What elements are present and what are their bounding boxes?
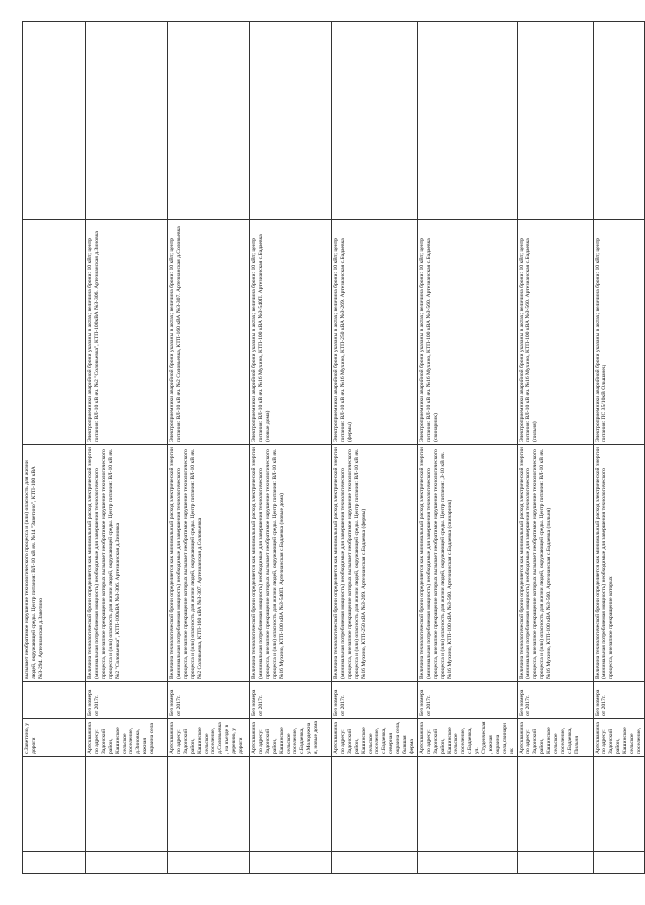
empty-cell xyxy=(168,22,250,220)
description-cell: Величина технологической брони определяется как минимальный расход электрической энергии (минимальная потребляемая мощность) необходимые для завершения технологического процесса, внезапное прекращение которых вызывает необратимое нарушение технологического процесса и (или) опасность для жизни людей, окружающей среды. Центр питания: ВЛ-10 кВ яч. №16 Мухино, КТП-100 кВА №З-540П. Артезианская с.Бадаевка (новые дома) xyxy=(250,445,332,682)
empty-cell xyxy=(593,22,644,220)
location-cell: Артскважина по адресу: Задонский район, Кашинское сельское поселение, с.Бадаевка, у.Молодежная, новые дома xyxy=(250,719,332,757)
reserve-cell: Электроприемники аварийной брони указаны в актах; величина брони: 10 кВт; центр питания: ВЛ-10 кВ яч. №16 Мухино, КТП-250 кВА №З-269. Артезианская с.Бадаевка (фермы) xyxy=(332,220,418,445)
number-cell xyxy=(23,682,86,719)
location-cell: Артскважина по адресу: Задонский район, Кашинское сельское поселение, с.Бадаевка, ул. Студенческая, южная окраина села,свинарник xyxy=(417,719,517,757)
description-cell: Величина технологической брони определяется как минимальный расход электрической энергии (минимальная потребляемая мощность) необходимые для завершения технологического процесса, внезапное прекращение которых вызывает необратимое нарушение технологического процесса и (или) опасность для жизни людей, окружающей среды. Центр питания: ВЛ-10 кВ яч. №2 "Соловьевка", КТП-100кВА №З-306. Артезианская д.Зиновка xyxy=(86,445,168,682)
table-row xyxy=(417,22,517,874)
description-cell: Величина технологической брони определяется как минимальный расход электрической энергии (минимальная потребляемая мощность) необходимые для завершения технологического процесса, внезапное прекращение которых вызывает необратимое нарушение технологического процесса и (или) опасность для жизни людей, окружающей среды. Центр питания: ВЛ-10 кВ яч. №2 Соловьевка, КТП-160 кВА №З-307. Артезианская д.Соловьевка xyxy=(168,445,250,682)
empty-cell xyxy=(23,22,86,220)
reserve-cell: Электроприемники аварийной брони указаны в актах; величина брони: 10 кВт; центр питания: ВЛ-10 кВ яч. №16 Мухино, КТП-100 кВА №З-540П. Артезианская с.Бадаевка (новые дома) xyxy=(250,220,332,445)
empty-cell xyxy=(250,22,332,220)
empty-cell xyxy=(417,757,517,852)
description-cell: вызывает необратимое нарушение технологического процесса и (или) опасность для жизни людей, окружающей среды. Центр питания: ВЛ-10 кВ яч. №14 "Заветино", КТП-100 кВА №З-294. Артезианская д.Заветино xyxy=(23,445,86,682)
number-cell: Без номера от 2017г. xyxy=(168,682,250,719)
reserve-cell: Электроприемники аварийной брони указаны в актах; величина брони: 10 кВт; центр питания: ПС 35/10кВ Ольшанец xyxy=(593,220,644,445)
number-cell: Без номера от 2017г. xyxy=(250,682,332,719)
number-cell: Без номера от 2017г. xyxy=(593,682,644,719)
table-row xyxy=(517,22,593,874)
table-row xyxy=(250,22,332,874)
empty-cell xyxy=(417,852,517,874)
table-row xyxy=(23,22,86,874)
number-cell: Без номера от 2017г. xyxy=(86,682,168,719)
reserve-cell xyxy=(23,220,86,445)
table-row xyxy=(86,22,168,874)
empty-cell xyxy=(517,22,593,220)
reserve-cell: Электроприемники аварийной брони указаны в актах; величина брони: 10 кВт; центр питания: ВЛ-10 кВ яч. №2 Соловьевка, КТП-160 кВА №З-307. Артезианская д.Соловьевка xyxy=(168,220,250,445)
empty-cell xyxy=(250,757,332,852)
empty-cell xyxy=(250,852,332,874)
empty-cell xyxy=(86,22,168,220)
location-cell: Артскважина по адресу: Задонский район, Кашинское сельское поселение, с.Бадаевка, северная окраина села, бывшая ферма xyxy=(332,719,418,757)
description-cell: Величина технологической брони определяется как минимальный расход электрической энергии (минимальная потребляемая мощность) необходимые для завершения технологического процесса, внезапное прекращение которых вызывает необратимое нарушение технологического процесса и (или) опасность для жизни людей, окружающей среды. Центр питания: ВЛ-10 кВ яч. №16 Мухино, КТП-100 кВА №З-560. Артезианская с.Бадаевка (пильня) xyxy=(517,445,593,682)
table-row xyxy=(593,22,644,874)
empty-cell xyxy=(23,852,86,874)
number-cell: Без номера от 2017г. xyxy=(517,682,593,719)
empty-cell xyxy=(417,22,517,220)
empty-cell xyxy=(593,852,644,874)
location-cell: с.Заветино, у дороги xyxy=(23,719,86,757)
empty-cell xyxy=(86,852,168,874)
rotated-table-wrapper xyxy=(22,22,642,874)
reserve-cell: Электроприемники аварийной брони указаны в актах; величина брони: 10 кВт; центр питания: ВЛ-10 кВ яч. №16 Мухино, КТП-100 кВА №З-560. Артезианская с.Бадаевка (свинарник) xyxy=(417,220,517,445)
table-row xyxy=(332,22,418,874)
location-cell: Артскважина по адресу: Задонский район, Кашинское сельское поселение, д.Соловьевка, на въезде в деревню, у дороги xyxy=(168,719,250,757)
empty-cell xyxy=(517,757,593,852)
empty-cell xyxy=(168,852,250,874)
empty-cell xyxy=(332,22,418,220)
description-cell: Величина технологической брони определяется как минимальный расход электрической энергии (минимальная потребляемая мощность) необходимые для завершения технологического процесса, внезапное прекращение которых вызывает необратимое нарушение технологического процесса и (или) опасность для жизни людей, окружающей среды. Центр питания: ВЛ-10 кВ яч. №16 Мухино, КТП-250 кВА №З-269. Артезианская с.Бадаевка (фермы) xyxy=(332,445,418,682)
empty-cell xyxy=(332,757,418,852)
empty-cell xyxy=(168,757,250,852)
location-cell: Артскважина по адресу: Задонский район, Кашинское сельское поселение, с.Бадаевка, Пильня xyxy=(517,719,593,757)
empty-cell xyxy=(332,852,418,874)
number-cell: Без номера от 2017г. xyxy=(332,682,418,719)
table-row xyxy=(168,22,250,874)
number-cell: Без номера от 2017г. xyxy=(417,682,517,719)
location-cell: Артскважина по адресу: Задонский район, Кашинское сельское поселение, xyxy=(593,719,644,757)
description-cell: Величина технологической брони определяется как минимальный расход электрической энергии (минимальная потребляемая мощность) необходимые для завершения технологического процесса, внезапное прекращение которых xyxy=(593,445,644,682)
empty-cell xyxy=(86,757,168,852)
reserve-cell: Электроприемники аварийной брони указаны в актах; величина брони: 10 кВт; центр питания: ВЛ-10 кВ яч. №16 Мухино, КТП-100 кВА №З-560. Артезианская с.Бадаевка (пильня) xyxy=(517,220,593,445)
empty-cell xyxy=(23,757,86,852)
description-cell: Величина технологической брони определяется как минимальный расход электрической энергии (минимальная потребляемая мощность) необходимые для завершения технологического процесса, внезапное прекращение которых вызывает необратимое нарушение технологического процесса и (или) опасность для жизни людей, окружающей среды. Центр питания: ,З-10 кВ яч. №16 Мухино, КТП-100 кВА №З-560. Артезианская с.Бадаевка (свинарник) xyxy=(417,445,517,682)
empty-cell xyxy=(517,852,593,874)
reserve-table xyxy=(22,21,645,874)
location-cell: Артскважина по адресу: Задонский район, Кашинское сельское поселение, д.Зиновка, южная окраина села xyxy=(86,719,168,757)
empty-cell xyxy=(593,757,644,852)
reserve-cell: Электроприемники аварийной брони указаны в актах; величина брони: 10 кВт; центр питания: ВЛ-10 кВ яч. №2 "Соловьевка", КТП-100кВА №З-306. Артезианская д.Зиновка xyxy=(86,220,168,445)
